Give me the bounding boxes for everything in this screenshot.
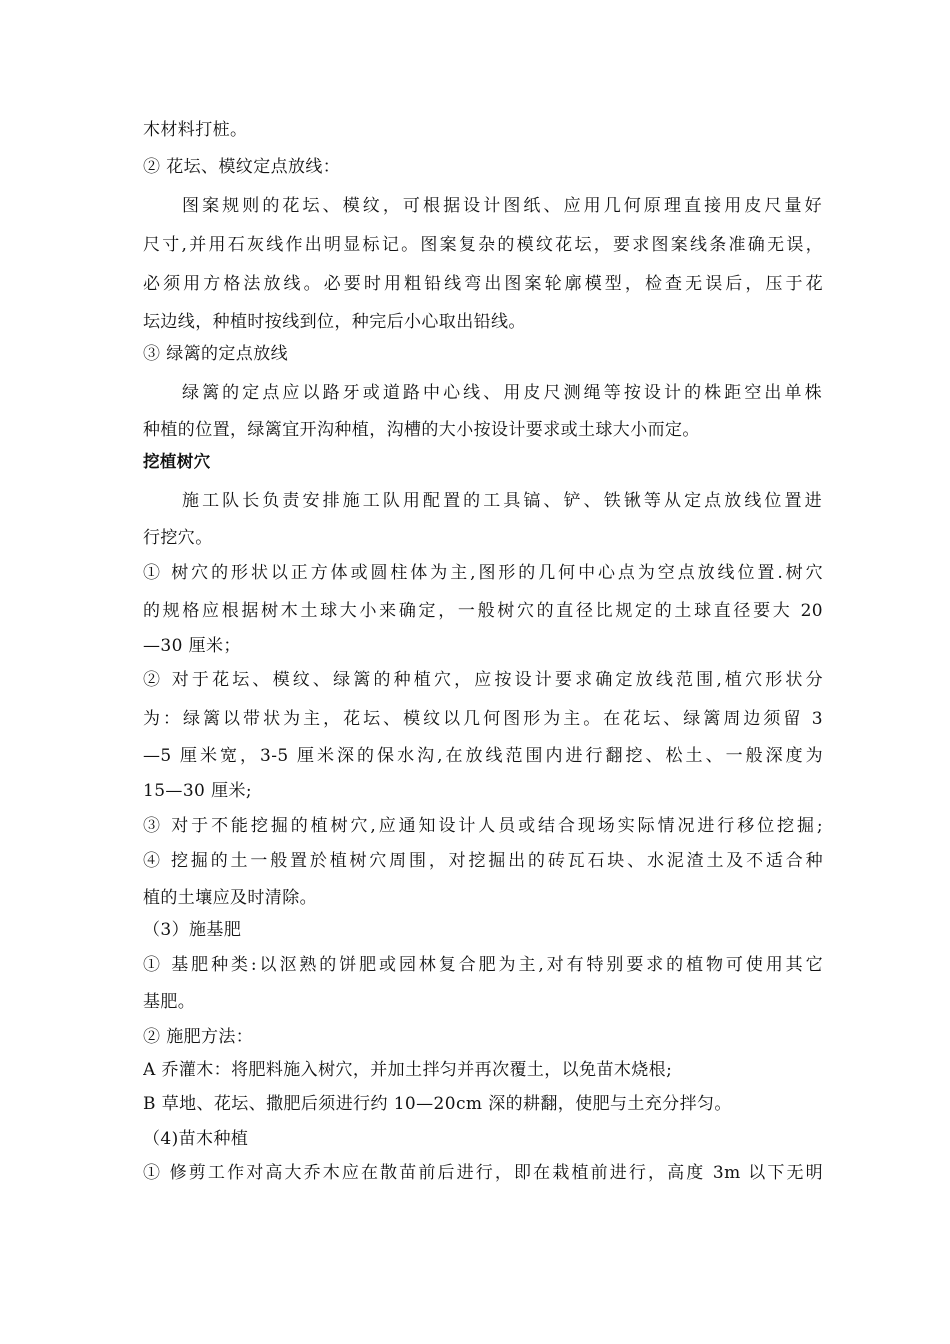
subsection-heading: （3）施基肥 <box>143 920 242 940</box>
text-line: 图案规则的花坛、模纹，可根据设计图纸、应用几何原理直接用皮尺量好 <box>182 196 822 216</box>
text-line: ② 花坛、模纹定点放线： <box>143 157 341 177</box>
text-line: ② 施肥方法： <box>143 1027 254 1047</box>
text-line: 为：绿篱以带状为主，花坛、模纹以几何图形为主。在花坛、绿篱周边须留 3 <box>143 709 823 729</box>
text-line: ④ 挖掘的土一般置於植树穴周围，对挖掘出的砖瓦石块、水泥渣土及不适合种 <box>143 851 823 871</box>
text-line: 必须用方格法放线。必要时用粗铅线弯出图案轮廓模型，检查无误后，压于花 <box>143 274 823 294</box>
text-line: 绿篱的定点应以路牙或道路中心线、用皮尺测绳等按设计的株距空出单株 <box>182 383 822 403</box>
section-heading: 挖植树穴 <box>143 452 211 471</box>
text-line: —30 厘米； <box>143 636 241 656</box>
text-line: ① 树穴的形状以正方体或圆柱体为主,图形的几何中心点为空点放线位置.树穴 <box>143 563 823 583</box>
text-line: ① 基肥种类:以沤熟的饼肥或园林复合肥为主,对有特别要求的植物可使用其它 <box>143 955 823 975</box>
subsection-heading: （4)苗木种植 <box>143 1129 249 1149</box>
text-line: ③ 绿篱的定点放线 <box>143 344 289 364</box>
text-line: ③ 对于不能挖掘的植树穴,应通知设计人员或结合现场实际情况进行移位挖掘; <box>143 816 823 836</box>
text-line: 木材料打桩。 <box>143 120 248 140</box>
text-line: A 乔灌木：将肥料施入树穴，并加土拌匀并再次覆土，以免苗木烧根; <box>143 1060 673 1080</box>
text-line: ① 修剪工作对高大乔木应在散苗前后进行，即在栽植前进行，高度 3m 以下无明 <box>143 1163 823 1183</box>
text-line: 种植的位置，绿篱宜开沟种植，沟槽的大小按设计要求或土球大小而定。 <box>143 420 700 440</box>
text-line: 15—30 厘米; <box>143 781 252 801</box>
text-line: 植的土壤应及时清除。 <box>143 888 317 908</box>
text-line: 基肥。 <box>143 992 196 1012</box>
text-line: B 草地、花坛、撒肥后须进行约 10—20cm 深的耕翻，使肥与土充分拌匀。 <box>143 1094 732 1114</box>
text-line: 尺寸,并用石灰线作出明显标记。图案复杂的模纹花坛，要求图案线条准确无误， <box>143 235 823 255</box>
text-line: —5 厘米宽，3-5 厘米深的保水沟,在放线范围内进行翻挖、松土、一般深度为 <box>143 746 823 766</box>
text-line: 的规格应根据树木土球大小来确定，一般树穴的直径比规定的土球直径要大 20 <box>143 601 823 621</box>
text-line: 施工队长负责安排施工队用配置的工具镐、铲、铁锹等从定点放线位置进 <box>182 491 822 511</box>
text-line: 坛边线，种植时按线到位，种完后小心取出铅线。 <box>143 312 526 332</box>
text-line: ② 对于花坛、模纹、绿篱的种植穴，应按设计要求确定放线范围,植穴形状分 <box>143 670 823 690</box>
text-line: 行挖穴。 <box>143 528 213 548</box>
